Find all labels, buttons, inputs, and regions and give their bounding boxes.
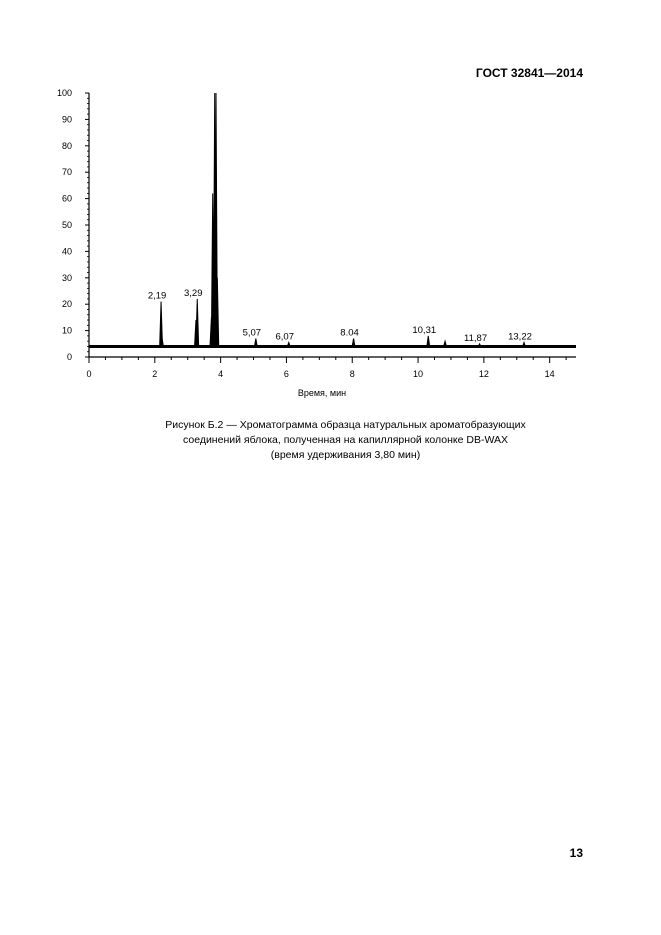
x-tick-label: 12 bbox=[478, 369, 489, 379]
x-tick-label: 8 bbox=[349, 369, 355, 379]
x-tick-label: 2 bbox=[152, 369, 158, 379]
y-tick-label: 40 bbox=[61, 246, 72, 257]
y-tick-label: 30 bbox=[61, 272, 72, 283]
peak bbox=[254, 339, 257, 347]
caption-line-2: соединений яблока, полученная на капиллярной колонке DB-WAX bbox=[183, 434, 508, 446]
caption-line-1: Рисунок Б.2 — Хроматограмма образца натуральных ароматобразующих bbox=[165, 419, 526, 431]
y-tick-label: 10 bbox=[61, 325, 72, 336]
x-axis bbox=[86, 357, 576, 379]
peak-label: 10,31 bbox=[412, 324, 437, 336]
peak bbox=[287, 342, 290, 346]
peak-label: 2,19 bbox=[147, 290, 167, 302]
peak-label: 6,07 bbox=[275, 331, 294, 343]
peak-label: 13,22 bbox=[508, 331, 532, 343]
y-tick-label: 90 bbox=[61, 114, 72, 125]
peak-labels bbox=[148, 288, 532, 344]
document-code: ГОСТ 32841—2014 bbox=[475, 66, 583, 80]
x-tick-label: 4 bbox=[218, 369, 224, 379]
chromatogram-trace bbox=[89, 93, 576, 346]
y-tick-label: 0 bbox=[66, 352, 72, 362]
x-axis-label: Время, мин bbox=[297, 388, 347, 398]
y-tick-label: 100 bbox=[56, 88, 72, 98]
peak bbox=[478, 344, 481, 347]
figure-caption bbox=[0, 418, 661, 463]
peak bbox=[444, 341, 447, 346]
x-tick-label: 0 bbox=[86, 369, 92, 379]
chromatogram-chart bbox=[0, 0, 661, 415]
x-tick-label: 6 bbox=[283, 369, 289, 379]
peak bbox=[523, 342, 526, 346]
y-axis bbox=[57, 88, 89, 362]
y-tick-label: 80 bbox=[61, 140, 72, 151]
y-tick-label: 20 bbox=[61, 299, 72, 310]
caption-line-3: (время удерживания 3,80 мин) bbox=[270, 449, 421, 461]
page-number: 13 bbox=[569, 846, 583, 860]
peak-label: 11,87 bbox=[464, 332, 488, 344]
y-tick-label: 60 bbox=[61, 193, 72, 204]
x-tick-label: 14 bbox=[544, 369, 555, 379]
peak-label: 8.04 bbox=[340, 327, 359, 339]
peak bbox=[352, 339, 355, 347]
peak bbox=[427, 336, 430, 347]
peak-label: 5,07 bbox=[242, 327, 262, 339]
x-tick-label: 10 bbox=[413, 369, 424, 379]
chromatogram-svg bbox=[0, 0, 661, 410]
y-tick-label: 70 bbox=[61, 167, 72, 178]
peak-label: 3,29 bbox=[184, 287, 203, 299]
y-tick-label: 50 bbox=[61, 220, 72, 230]
